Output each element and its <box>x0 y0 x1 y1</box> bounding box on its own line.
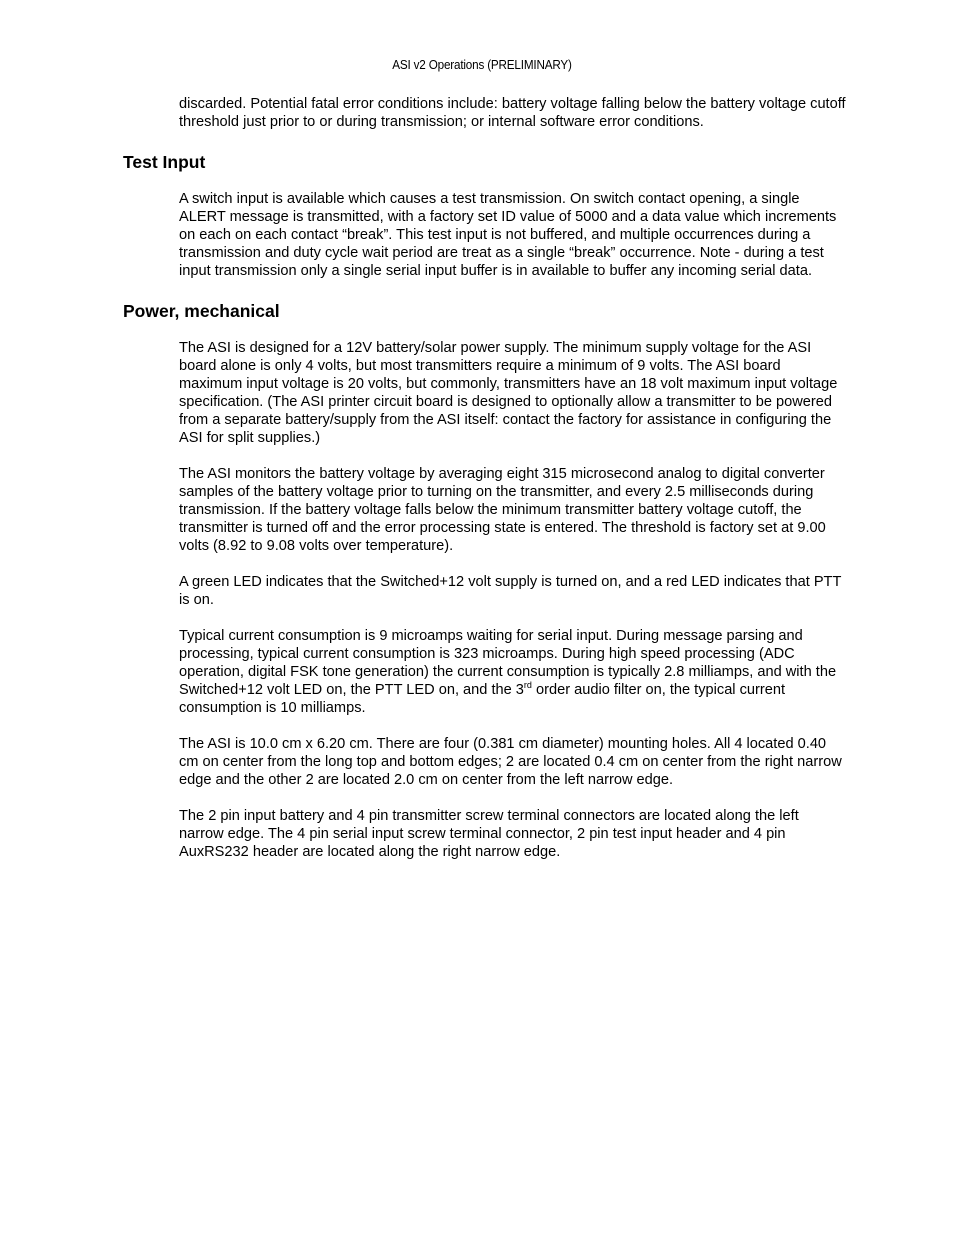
battery-monitor-paragraph: The ASI monitors the battery voltage by averaging eight 315 microsecond analog to digital converter samples of the battery voltage prior to turning on the transmitter, and every 2.5 milliseconds during transmission. If the battery voltage falls below the minimum transmitter battery voltage cutoff, the transmitter is turned off and the error processing state is entered. The threshold is factory set at 9.00 volts (8.92 to 9.08 volts over temperature). <box>179 466 826 554</box>
intro-paragraph: discarded. Potential fatal error conditions include: battery voltage falling below the battery voltage cutoff threshold just prior to or during transmission; or internal software error conditions. <box>179 96 846 130</box>
ordinal-superscript: rd <box>523 680 532 691</box>
section-heading-power-mechanical: Power, mechanical <box>123 301 280 321</box>
led-paragraph: A green LED indicates that the Switched+12 volt supply is turned on, and a red LED indicates that PTT is on. <box>179 574 842 608</box>
document-body <box>123 95 853 861</box>
current-consumption-paragraph <box>179 627 847 717</box>
test-input-paragraph: A switch input is available which causes a test transmission. On switch contact opening, a single ALERT message is transmitted, with a factory set ID value of 5000 and a data value which increments on each on each contact “break”. This test input is not buffered, and multiple occurrences during a transmission and duty cycle wait period are treat as a single “break” occurrence. Note - during a test input transmission only a single serial input buffer is in available to buffer any incoming serial data. <box>179 191 837 279</box>
power-supply-paragraph: The ASI is designed for a 12V battery/solar power supply. The minimum supply voltage for the ASI board alone is only 4 volts, but most transmitters require a minimum of 9 volts. The ASI board maximum input voltage is 20 volts, but commonly, transmitters have an 18 volt maximum input voltage specification. (The ASI printer circuit board is designed to optionally allow a transmitter to be powered from a separate battery/supply from the ASI itself: contact the factory for assistance in configuring the ASI for split supplies.) <box>179 340 838 446</box>
section-heading-test-input: Test Input <box>123 152 206 172</box>
dimensions-paragraph: The ASI is 10.0 cm x 6.20 cm. There are four (0.381 cm diameter) mounting holes. All 4 located 0.40 cm on center from the long top and bottom edges; 2 are located 0.4 cm on center from the right narrow edge and the other 2 are located 2.0 cm on center from the left narrow edge. <box>179 736 842 788</box>
current-text-end: order audio filter on, the typical current consumption is 10 milliamps. <box>179 682 786 716</box>
page-header: ASI v2 Operations (PRELIMINARY) <box>392 57 572 72</box>
connectors-paragraph: The 2 pin input battery and 4 pin transmitter screw terminal connectors are located along the left narrow edge. The 4 pin serial input screw terminal connector, 2 pin test input header and 4 pin AuxRS232 header are located along the right narrow edge. <box>179 808 799 860</box>
current-text-start: Typical current consumption is 9 microamps waiting for serial input. During message parsing and processing, typical current consumption is 323 microamps. During high speed processing (ADC operation, digital FSK tone generation) the current consumption is typically 2.8 milliamps, and with the Switched+12 volt LED on, the PTT LED on, and the 3 <box>179 628 837 698</box>
